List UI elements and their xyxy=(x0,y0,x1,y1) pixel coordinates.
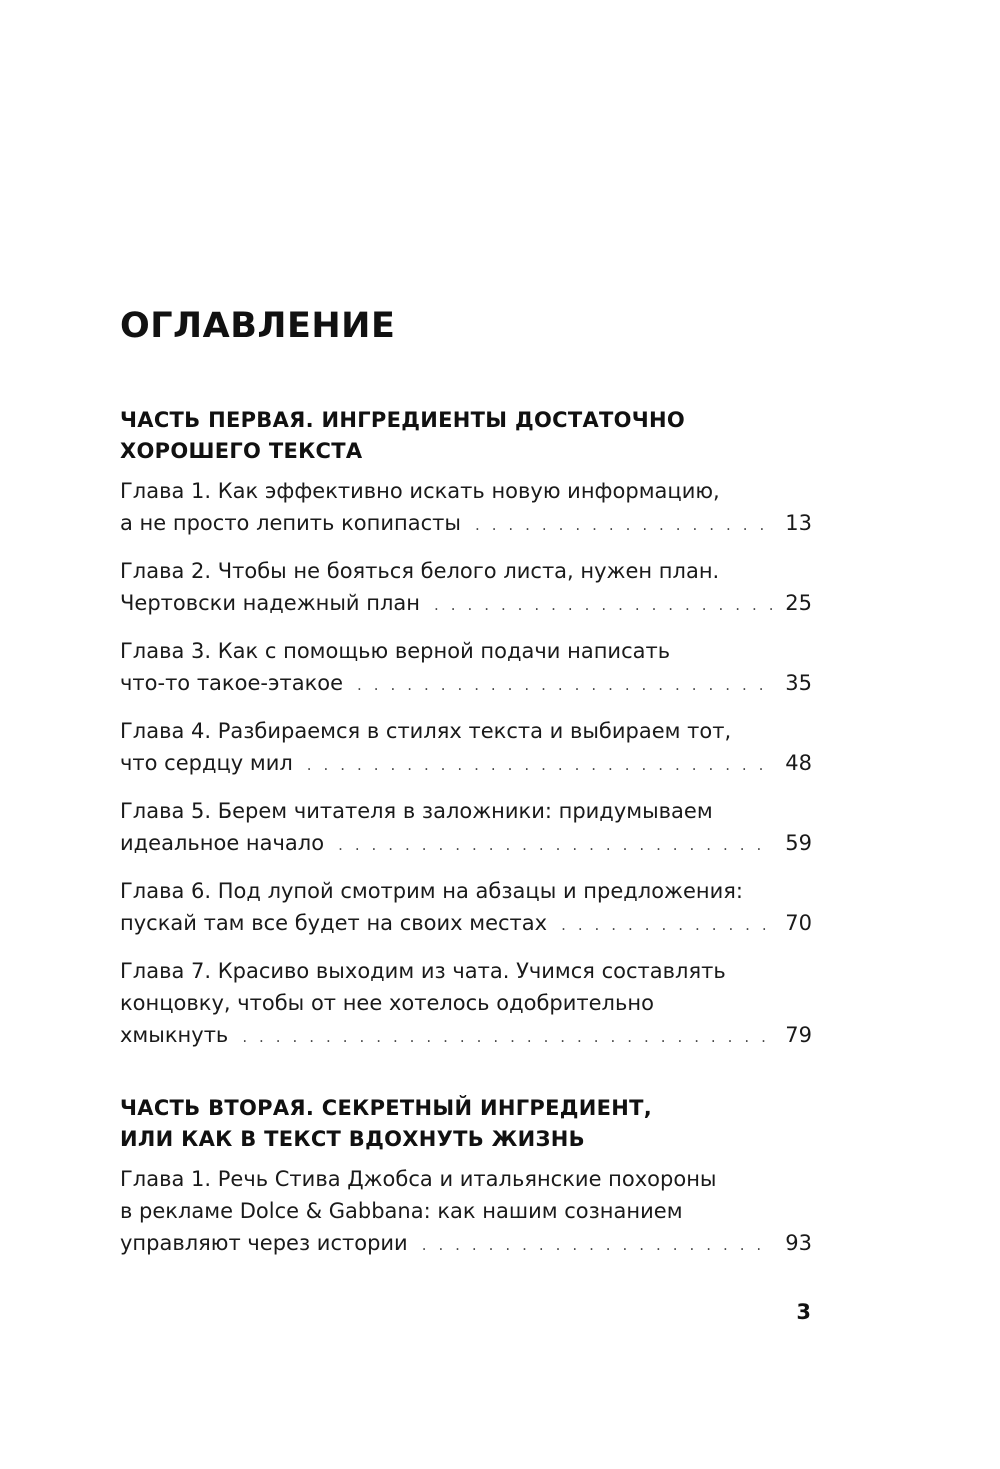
page-title: ОГЛАВЛЕНИЕ xyxy=(120,306,396,346)
toc-entry-text: Глава 2. Чтобы не бояться белого листа, нужен план. xyxy=(120,559,720,583)
dot-leader xyxy=(357,669,772,701)
part-1 xyxy=(120,405,812,1053)
page-number: 25 xyxy=(785,591,812,615)
toc-entry[interactable] xyxy=(120,635,812,701)
toc-entry-text: Глава 7. Красиво выходим из чата. Учимся составлять xyxy=(120,959,726,983)
toc-entry-text: Глава 3. Как с помощью верной подачи написать xyxy=(120,639,671,663)
toc-entry-text: а не просто лепить копипасты xyxy=(120,511,461,535)
toc-entry-text: идеальное начало xyxy=(120,831,325,855)
page-number: 48 xyxy=(785,751,812,775)
toc-entry-text: Чертовски надежный план xyxy=(120,591,420,615)
toc-entry-text: в рекламе Dolce & Gabbana: как нашим сознанием xyxy=(120,1199,683,1223)
toc-entry[interactable] xyxy=(120,475,812,541)
toc-entry-text: хмыкнуть xyxy=(120,1023,229,1047)
part-title xyxy=(120,1093,812,1155)
part-title-line: ИЛИ КАК В ТЕКСТ ВДОХНУТЬ ЖИЗНЬ xyxy=(120,1127,585,1151)
dot-leader xyxy=(434,589,772,621)
dot-leader xyxy=(338,829,772,861)
toc-entry-text: Глава 4. Разбираемся в стилях текста и выбираем тот, xyxy=(120,719,732,743)
dot-leader xyxy=(422,1229,772,1261)
toc-entry[interactable] xyxy=(120,1163,812,1261)
toc-entry-text: управляют через истории xyxy=(120,1231,408,1255)
dot-leader xyxy=(475,509,772,541)
toc-entry[interactable] xyxy=(120,875,812,941)
toc-entry-text: Глава 1. Речь Стива Джобса и итальянские похороны xyxy=(120,1167,717,1191)
toc-entry[interactable] xyxy=(120,795,812,861)
dot-leader xyxy=(242,1021,772,1053)
toc-entry[interactable] xyxy=(120,715,812,781)
toc-entry-text: Глава 5. Берем читателя в заложники: придумываем xyxy=(120,799,713,823)
part-2 xyxy=(120,1093,812,1261)
page-number: 93 xyxy=(785,1231,812,1255)
page-number: 70 xyxy=(785,911,812,935)
toc-entry-text: что сердцу мил xyxy=(120,751,293,775)
page-number: 13 xyxy=(785,511,812,535)
page-folio: 3 xyxy=(796,1300,811,1324)
toc-entry[interactable] xyxy=(120,955,812,1053)
part-title-line: ЧАСТЬ ВТОРАЯ. СЕКРЕТНЫЙ ИНГРЕДИЕНТ, xyxy=(120,1096,653,1120)
toc-entry-text: концовку, чтобы от нее хотелось одобрительно xyxy=(120,991,654,1015)
toc-entry-text: пускай там все будет на своих местах xyxy=(120,911,548,935)
dot-leader xyxy=(561,909,772,941)
toc-entry-text: Глава 6. Под лупой смотрим на абзацы и предложения: xyxy=(120,879,743,903)
toc-entry[interactable] xyxy=(120,555,812,621)
page-number: 79 xyxy=(785,1023,812,1047)
part-title-line: ХОРОШЕГО ТЕКСТА xyxy=(120,439,363,463)
table-of-contents xyxy=(120,405,812,1301)
page-number: 59 xyxy=(785,831,812,855)
part-title-line: ЧАСТЬ ПЕРВАЯ. ИНГРЕДИЕНТЫ ДОСТАТОЧНО xyxy=(120,408,686,432)
part-title xyxy=(120,405,812,467)
toc-entry-text: что-то такое-этакое xyxy=(120,671,344,695)
toc-entry-text: Глава 1. Как эффективно искать новую информацию, xyxy=(120,479,720,503)
page-number: 35 xyxy=(785,671,812,695)
dot-leader xyxy=(307,749,772,781)
